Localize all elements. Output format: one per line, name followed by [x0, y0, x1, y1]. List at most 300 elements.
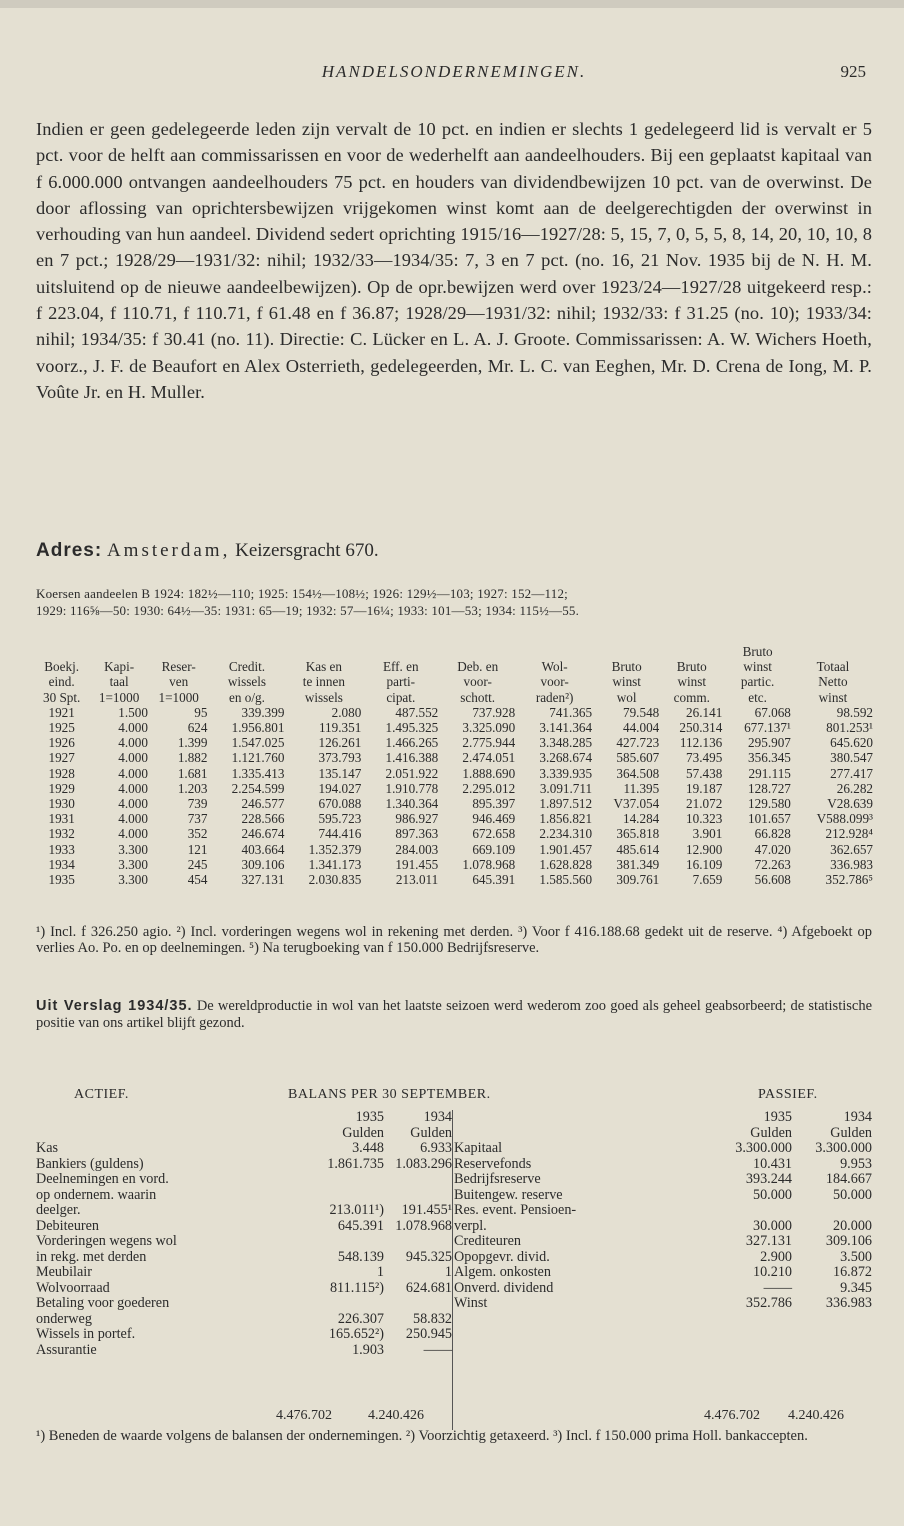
stats-cell: 12.900 [686, 841, 723, 857]
stats-cell: 1.416.388 [385, 750, 439, 766]
stats-cell: 44.004 [622, 720, 660, 736]
stats-header-row [34, 690, 874, 705]
actief-value-1934: 1.078.968 [395, 1217, 452, 1234]
stats-header-cell [593, 644, 660, 659]
passief-value-1934: 309.106 [825, 1233, 872, 1249]
passief-heading: PASSIEF. [758, 1087, 818, 1102]
stats-cell: 487.552 [395, 704, 439, 720]
page-edge [0, 0, 904, 8]
stats-cell: 362.657 [830, 841, 873, 857]
stats-header-cell [34, 644, 89, 659]
stats-cell: 1.078.968 [462, 856, 516, 872]
passief-value-1935: 2.900 [760, 1248, 792, 1265]
actief-value-1934 [384, 1296, 452, 1312]
passief-value-1935: 10.431 [752, 1155, 792, 1172]
actief-label: Bankiers (guldens) [36, 1156, 144, 1172]
stats-cell: 339.399 [241, 704, 285, 720]
actief-value-1934: 624.681 [405, 1279, 452, 1296]
actief-value-1934: 58.832 [412, 1310, 452, 1327]
stats-cell: 4.000 [118, 765, 148, 781]
stats-header-cell: te innen [302, 674, 345, 690]
stats-header-cell: wol [616, 689, 637, 705]
actief-value-1935: 1.861.735 [327, 1155, 384, 1172]
stats-cell: 645.620 [830, 735, 873, 751]
passief-row [454, 1141, 872, 1157]
stats-header-row [34, 644, 874, 659]
stats-cell: 4.000 [118, 720, 148, 736]
actief-value-1934: 191.455¹ [401, 1202, 452, 1218]
stats-header-cell [89, 644, 149, 659]
passief-value-1935: 3.300.000 [735, 1140, 792, 1156]
stats-cell: 284.003 [395, 841, 439, 857]
balance-heading [36, 1087, 872, 1107]
stats-cell: 1929 [48, 780, 75, 796]
stats-header-cell: Reser- [161, 659, 196, 675]
stats-cell: 1.897.512 [539, 796, 593, 812]
stats-cell: 672.658 [472, 826, 516, 842]
actief-value-1935 [314, 1234, 384, 1250]
stats-cell: 2.775.944 [462, 735, 516, 751]
stats-cell: 1.352.379 [308, 841, 362, 857]
stats-header-cell: Credit. [228, 659, 266, 675]
stats-cell: 3.268.674 [539, 750, 593, 766]
stats-row [34, 842, 874, 857]
stats-cell: 403.664 [241, 841, 285, 857]
stats-cell: 14.284 [622, 811, 660, 827]
stats-cell: V37.054 [613, 796, 660, 812]
stats-cell: 427.723 [616, 735, 660, 751]
stats-header-cell [439, 644, 516, 659]
stats-cell: 72.263 [754, 856, 791, 872]
stats-cell: 16.109 [686, 856, 723, 872]
stats-header-cell: Netto [818, 674, 848, 690]
passief-value-1935: 10.210 [752, 1264, 792, 1280]
stats-header-cell: Bruto [611, 659, 642, 675]
stats-cell: 737 [187, 811, 208, 827]
stats-header-cell: 1=1000 [158, 689, 199, 705]
stats-cell: 246.577 [241, 796, 285, 812]
stats-cell: 352 [187, 826, 208, 842]
stats-header-cell: winst [677, 674, 707, 690]
stats-cell: 3.901 [692, 826, 723, 842]
actief-value-1934: —— [423, 1341, 452, 1358]
actief-unit-1935: Gulden [342, 1124, 384, 1141]
stats-cell: 4.000 [118, 750, 148, 766]
stats-cell: 66.828 [754, 826, 791, 842]
actief-row [36, 1265, 452, 1281]
stats-cell: 1935 [48, 872, 75, 888]
stats-table-header [34, 644, 874, 705]
actief-label: Kas [36, 1141, 59, 1156]
stats-cell: 454 [187, 872, 208, 888]
balance-sheet [36, 1110, 872, 1425]
stats-cell: 3.300 [118, 872, 148, 888]
stats-cell: 4.000 [118, 780, 148, 796]
total-passief-1934: 4.240.426 [788, 1408, 844, 1423]
stats-cell: 1927 [48, 750, 75, 766]
stats-cell: 4.000 [118, 735, 148, 751]
stats-cell: 336.983 [830, 856, 873, 872]
actief-heading: ACTIEF. [74, 1087, 129, 1102]
actief-label: Betaling voor goederen [36, 1296, 170, 1311]
actief-label: Vorderingen wegens wol [36, 1234, 177, 1249]
stats-header-cell: cipat. [386, 689, 416, 705]
stats-cell: 1.882 [177, 750, 208, 766]
stats-cell: V588.099³ [816, 811, 873, 827]
stats-cell: 57.438 [686, 765, 723, 781]
actief-label: in rekg. met derden [36, 1249, 147, 1265]
actief-row [36, 1296, 452, 1312]
actief-year-1934: 1934 [423, 1109, 452, 1125]
stats-cell: 3.348.285 [539, 735, 593, 751]
stats-cell: 669.109 [472, 841, 516, 857]
stats-header-cell: parti- [386, 674, 416, 690]
stats-cell: 277.417 [830, 765, 873, 781]
stats-row [34, 872, 874, 887]
stats-cell: 4.000 [118, 796, 148, 812]
stats-header-cell: Bruto [742, 644, 773, 659]
actief-row [36, 1250, 452, 1266]
passief-label: Opopgevr. divid. [454, 1249, 550, 1265]
actief-label: Assurantie [36, 1342, 97, 1358]
stats-header-cell: winst [818, 689, 848, 705]
stats-cell: 352.786⁵ [825, 872, 873, 888]
table-footnotes-text: ¹) Incl. f 326.250 agio. ²) Incl. vorderingen wegens wol in rekening met derden. ³) Voor f 416.188.68 gedekt uit de reserve. ⁴) Afgeboekt op verlies Ao. Po. en op deelnemingen. ⁵) Na terugboeking van f 150.000 Bedrijfsreserve. [36, 924, 872, 957]
stats-cell: 3.300 [118, 841, 148, 857]
actief-value-1935: 1.903 [352, 1341, 384, 1358]
passief-row [454, 1265, 872, 1281]
actief-row [36, 1281, 452, 1297]
financial-statistics-table [34, 644, 874, 887]
stats-cell: 737.928 [472, 704, 516, 720]
address-line [36, 540, 379, 562]
stats-cell: 26.282 [836, 780, 873, 796]
stats-cell: 1933 [48, 841, 75, 857]
stats-cell: 801.253¹ [826, 720, 873, 736]
passief-value-1935: 30.000 [752, 1217, 792, 1234]
stats-cell: 1930 [48, 796, 75, 812]
stats-cell: 3.300 [118, 856, 148, 872]
stats-cell: 119.351 [318, 720, 362, 736]
stats-cell: 1.203 [177, 780, 208, 796]
passief-row [454, 1172, 872, 1188]
stats-header-cell [792, 644, 874, 659]
stats-cell: 246.674 [241, 826, 285, 842]
actief-value-1935: 645.391 [337, 1217, 384, 1234]
stats-header-cell: 1=1000 [98, 689, 140, 705]
actief-row [36, 1234, 452, 1250]
stats-row [34, 705, 874, 720]
passief-value-1935: 50.000 [752, 1186, 792, 1203]
stats-cell: 7.659 [692, 872, 723, 888]
stats-cell: 67.068 [754, 704, 791, 720]
stats-cell: 26.141 [686, 704, 723, 720]
actief-label: Meubilair [36, 1265, 92, 1280]
passief-value-1934: 16.872 [832, 1264, 872, 1280]
actief-row [36, 1312, 452, 1328]
actief-value-1935 [314, 1188, 384, 1204]
stats-header-row [34, 659, 874, 674]
passief-value-1935 [712, 1203, 792, 1219]
actief-label: op ondernem. waarin [36, 1187, 157, 1203]
passief-value-1935: 393.244 [745, 1171, 792, 1187]
stats-cell: 356.345 [748, 750, 791, 766]
stats-cell: 295.907 [748, 735, 791, 751]
stats-cell: 1921 [48, 704, 75, 720]
stats-cell: 380.547 [830, 750, 873, 766]
stats-table-body [34, 705, 874, 887]
passief-label: Bedrijfsreserve [454, 1172, 541, 1187]
actief-year-1935: 1935 [355, 1109, 384, 1125]
annual-report-excerpt [36, 998, 872, 1031]
stats-cell: 1.500 [118, 704, 148, 720]
stats-header-cell: Totaal [816, 659, 850, 675]
stats-cell: 741.365 [549, 704, 593, 720]
actief-row [36, 1203, 452, 1219]
stats-cell: 1.399 [177, 735, 208, 751]
actief-value-1934: 945.325 [405, 1248, 452, 1265]
stats-cell: 624 [187, 720, 208, 736]
stats-row [34, 857, 874, 872]
stats-cell: 1.547.025 [231, 735, 285, 751]
stats-header-cell: Wol- [541, 659, 568, 675]
actief-row [36, 1219, 452, 1235]
passief-value-1934: 9.953 [840, 1155, 872, 1172]
stats-cell: 4.000 [118, 811, 148, 827]
balance-title: BALANS PER 30 SEPTEMBER. [288, 1087, 491, 1102]
stats-cell: 2.254.599 [231, 780, 285, 796]
stats-header-cell: Deb. en [457, 659, 499, 675]
stats-header-cell [208, 644, 285, 659]
stats-cell: 3.091.711 [539, 780, 593, 796]
stats-cell: 485.614 [616, 841, 660, 857]
actief-value-1935: 213.011¹) [329, 1202, 384, 1218]
actief-value-1935: 1 [376, 1264, 384, 1280]
actief-value-1934: 6.933 [420, 1140, 452, 1156]
stats-cell: 365.818 [616, 826, 660, 842]
report-label: Uit Verslag 1934/35. [36, 998, 193, 1014]
stats-cell: 1.341.173 [308, 856, 362, 872]
actief-row [36, 1172, 452, 1188]
passief-unit-header [454, 1126, 872, 1142]
balance-footnotes [36, 1428, 872, 1444]
stats-header-cell: schott. [460, 689, 496, 705]
stats-cell: 1.856.821 [539, 811, 593, 827]
stats-cell: 2.051.922 [385, 765, 439, 781]
stats-cell: 1.121.760 [231, 750, 285, 766]
stats-cell: 1.901.457 [539, 841, 593, 857]
stats-cell: 194.027 [318, 780, 362, 796]
stats-cell: 10.323 [686, 811, 723, 827]
actief-label: Wissels in portef. [36, 1327, 136, 1342]
actief-value-1935: 548.139 [337, 1248, 384, 1265]
balance-divider [452, 1110, 453, 1430]
stats-cell: 327.131 [241, 872, 285, 888]
stats-row [34, 720, 874, 735]
actief-year-header [36, 1110, 452, 1126]
share-prices-line-2: 1929: 116⅝—50: 1930: 64½—35: 1931: 65—19; 1932: 57—16¼; 1933: 101—53; 1934: 115½—55. [36, 603, 580, 618]
address-label: Adres: [36, 540, 103, 561]
stats-cell: 129.580 [748, 796, 791, 812]
actief-value-1934 [384, 1172, 452, 1188]
actief-value-1934: 1.083.296 [395, 1155, 452, 1172]
passief-value-1935: —— [763, 1279, 792, 1296]
stats-header-cell: comm. [673, 689, 710, 705]
passief-year-1935: 1935 [763, 1109, 792, 1125]
stats-header-cell: Kas en [305, 659, 342, 675]
stats-cell: 1925 [48, 720, 75, 736]
stats-cell: 228.566 [241, 811, 285, 827]
stats-cell: 245 [187, 856, 208, 872]
stats-cell: 1931 [48, 811, 75, 827]
passief-value-1934 [792, 1203, 872, 1219]
actief-label: onderweg [36, 1311, 92, 1327]
page-number: 925 [840, 62, 866, 81]
stats-cell: 56.608 [754, 872, 791, 888]
stats-header-cell: 30 Spt. [42, 689, 81, 705]
stats-cell: 1934 [48, 856, 75, 872]
stats-cell: 95 [194, 704, 208, 720]
stats-header-cell: ven [169, 674, 189, 690]
stats-cell: 1.585.560 [539, 872, 593, 888]
stats-header-cell: winst [612, 674, 641, 690]
passief-row [454, 1157, 872, 1173]
stats-cell: 1.628.828 [539, 856, 593, 872]
address-city: Amsterdam, [106, 540, 231, 561]
actief-row [36, 1157, 452, 1173]
passief-label: Res. event. Pensioen- [454, 1203, 577, 1218]
actief-label: Wolvoorraad [36, 1280, 110, 1296]
actief-value-1935: 811.115²) [329, 1279, 384, 1296]
stats-cell: 121 [187, 841, 208, 857]
stats-header-cell: Eff. en [382, 659, 419, 675]
passief-value-1934: 9.345 [840, 1279, 872, 1296]
stats-cell: 2.474.051 [462, 750, 516, 766]
running-header [36, 62, 872, 86]
passief-label: Winst [454, 1296, 488, 1311]
stats-cell: 128.727 [748, 780, 791, 796]
actief-unit-1934: Gulden [410, 1124, 452, 1141]
stats-header-cell [285, 644, 362, 659]
total-actief-1934: 4.240.426 [368, 1408, 424, 1423]
stats-cell: 946.469 [472, 811, 516, 827]
total-passief-1935: 4.476.702 [704, 1408, 760, 1423]
stats-cell: 135.147 [318, 765, 362, 781]
passief-label: Onverd. dividend [454, 1280, 554, 1296]
passief-label: verpl. [454, 1218, 487, 1234]
passief-label: Algem. onkosten [454, 1265, 551, 1280]
passief-row [454, 1188, 872, 1204]
passief-value-1935: 352.786 [745, 1295, 792, 1311]
stats-cell: 1.495.325 [385, 720, 439, 736]
stats-header-cell: wissels [304, 689, 343, 705]
stats-cell: 3.339.935 [539, 765, 593, 781]
passief-row [454, 1234, 872, 1250]
stats-cell: 1928 [48, 765, 75, 781]
stats-cell: V28.639 [827, 796, 873, 812]
stats-header-row [34, 674, 874, 689]
company-description [36, 116, 872, 405]
stats-cell: 73.495 [686, 750, 723, 766]
passief-row [454, 1203, 872, 1219]
stats-row [34, 735, 874, 750]
stats-row [34, 750, 874, 765]
actief-value-1934 [384, 1188, 452, 1204]
actief-value-1934: 250.945 [405, 1326, 452, 1342]
actief-value-1934: 1 [444, 1264, 452, 1280]
share-prices-line-1: Koersen aandeelen B 1924: 182½—110; 1925: 154½—108½; 1926: 129½—103; 1927: 152—112; [36, 586, 568, 601]
stats-cell: 897.363 [395, 826, 439, 842]
stats-cell: 373.793 [318, 750, 362, 766]
actief-column [36, 1110, 452, 1358]
stats-cell: 2.295.012 [462, 780, 516, 796]
passief-value-1934: 3.300.000 [815, 1140, 872, 1156]
actief-label: Debiteuren [36, 1218, 100, 1234]
actief-row [36, 1141, 452, 1157]
stats-cell: 1.466.265 [385, 735, 439, 751]
actief-value-1935 [314, 1296, 384, 1312]
stats-cell: 1.335.413 [231, 765, 285, 781]
passief-label: Reservefonds [454, 1156, 532, 1172]
passief-row [454, 1219, 872, 1235]
stats-cell: 47.020 [754, 841, 791, 857]
stats-header-cell: en o/g. [228, 689, 265, 705]
stats-cell: 364.508 [616, 765, 660, 781]
passief-value-1934: 3.500 [840, 1248, 872, 1265]
stats-header-cell: etc. [748, 689, 767, 705]
stats-header-cell: Kapi- [104, 659, 135, 675]
passief-label: Kapitaal [454, 1141, 503, 1156]
stats-cell: 112.136 [679, 735, 723, 751]
stats-header-cell: voor- [540, 674, 569, 690]
passief-value-1934: 184.667 [825, 1171, 872, 1187]
stats-cell: 4.000 [118, 826, 148, 842]
passief-value-1935: 327.131 [745, 1233, 792, 1249]
stats-cell: 212.928⁴ [825, 826, 873, 842]
stats-cell: 3.141.364 [539, 720, 593, 736]
stats-cell: 1926 [48, 735, 75, 751]
stats-cell: 739 [187, 796, 208, 812]
stats-header-cell: winst [743, 659, 772, 675]
actief-row [36, 1188, 452, 1204]
stats-cell: 291.115 [748, 765, 791, 781]
passief-label: Crediteuren [454, 1234, 521, 1249]
stats-header-cell: voor- [463, 674, 492, 690]
passief-year-1934: 1934 [843, 1109, 872, 1125]
passief-row [454, 1250, 872, 1266]
stats-row [34, 781, 874, 796]
stats-row [34, 796, 874, 811]
stats-cell: 1.888.690 [462, 765, 516, 781]
stats-cell: 309.761 [616, 872, 660, 888]
stats-cell: 126.261 [318, 735, 362, 751]
stats-cell: 79.548 [622, 704, 660, 720]
actief-row [36, 1343, 452, 1359]
passief-unit-1934: Gulden [830, 1124, 872, 1141]
actief-label: deelger. [36, 1203, 81, 1218]
passief-value-1934: 20.000 [832, 1217, 872, 1234]
passief-year-header [454, 1110, 872, 1126]
stats-cell: 744.416 [318, 826, 362, 842]
stats-cell: 986.927 [395, 811, 439, 827]
stats-cell: 381.349 [616, 856, 660, 872]
stats-cell: 677.137¹ [744, 720, 791, 736]
stats-cell: 309.106 [241, 856, 285, 872]
stats-header-cell: eind. [48, 674, 75, 690]
passief-unit-1935: Gulden [750, 1124, 792, 1141]
actief-value-1934 [384, 1234, 452, 1250]
address-street: Keizersgracht 670. [235, 540, 379, 561]
